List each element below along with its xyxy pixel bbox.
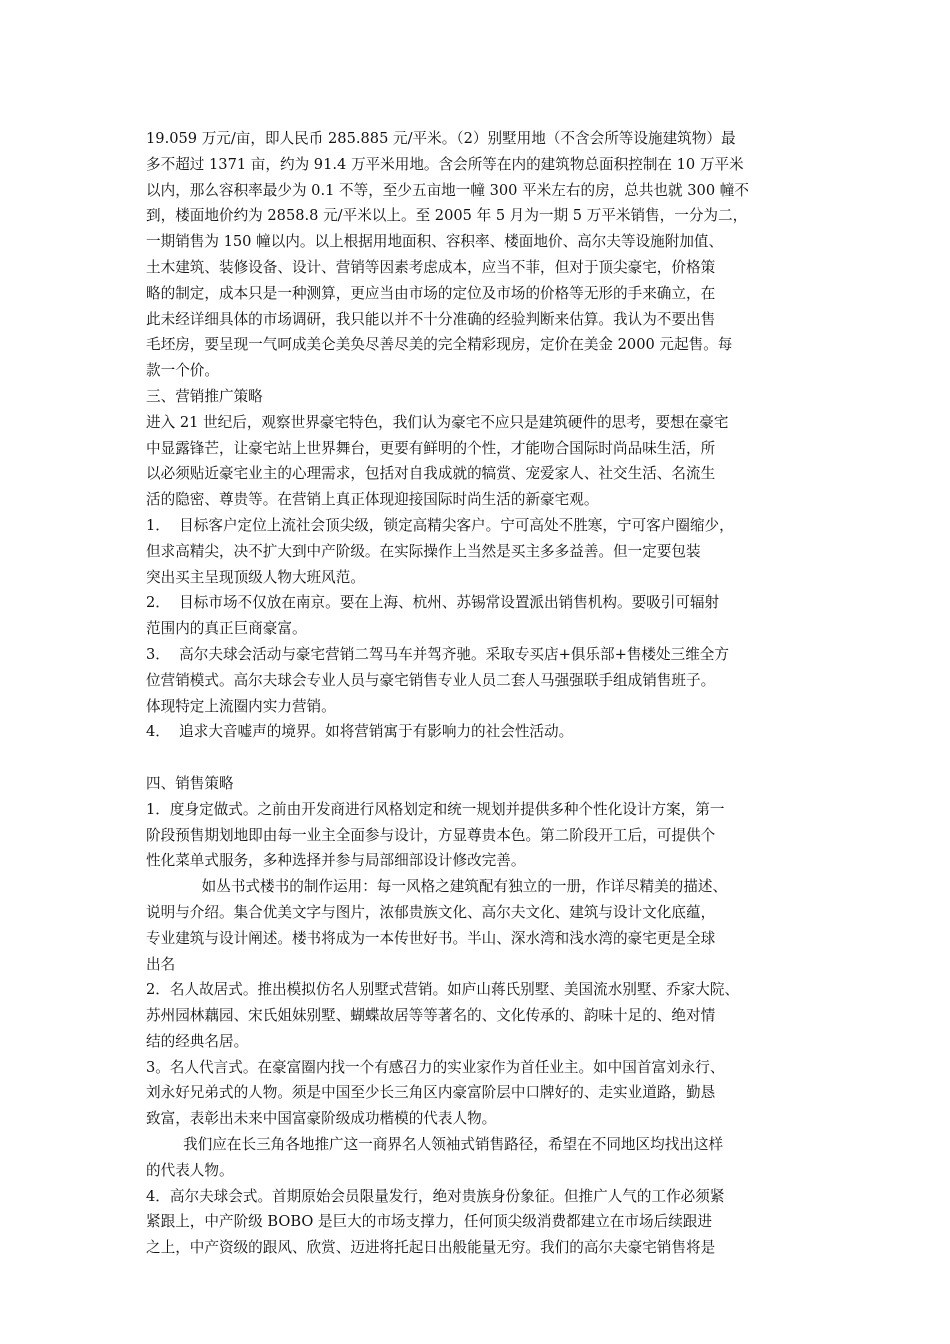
text-line: 以内，那么容积率最少为 0.1 不等，至少五亩地一幢 300 平米左右的房，总共也就 300 幢不 xyxy=(146,181,749,199)
document-page xyxy=(146,126,810,1261)
text-line: 4．高尔夫球会式。首期原始会员限量发行，绝对贵族身份象征。但推广人气的工作必须紧 xyxy=(146,1187,725,1205)
text-line: 结的经典名居。 xyxy=(146,1032,249,1050)
text-line: 我们应在长三角各地推广这一商界名人领袖式销售路径，希望在不同地区均找出这样 xyxy=(146,1136,724,1154)
text-line: 款一个价。 xyxy=(146,362,219,380)
text-line: 紧跟上，中产阶级 BOBO 是巨大的市场支撑力，任何顶尖级消费都建立在市场后续跟进 xyxy=(146,1213,712,1231)
text-line: 土木建筑、装修设备、设计、营销等因素考虑成本，应当不菲，但对于顶尖豪宅，价格策 xyxy=(146,258,716,276)
text-line: 性化菜单式服务，多种选择并参与局部细部设计修改完善。 xyxy=(146,852,526,870)
text-line: 毛坯房，要呈现一气呵成美仑美奂尽善尽美的完全精彩现房，定价在美金 2000 元起售。每 xyxy=(146,336,733,354)
text-line: 专业建筑与设计阐述。楼书将成为一本传世好书。半山、深水湾和浅水湾的豪宅更是全球 xyxy=(146,929,716,947)
text-line: 苏州园林藕园、宋氏姐妹别墅、蝴蝶故居等等著名的、文化传承的、韵味十足的、绝对情 xyxy=(146,1007,716,1025)
text-line: 的代表人物。 xyxy=(146,1161,234,1179)
text-line: 但求高精尖，决不扩大到中产阶级。在实际操作上当然是买主多多益善。但一定要包装 xyxy=(146,542,701,560)
text-line: 突出买主呈现顶级人物大班风范。 xyxy=(146,568,365,586)
text-line: 2． 目标市场不仅放在南京。要在上海、杭州、苏锡常设置派出销售机构。要吸引可辐射 xyxy=(146,594,720,612)
blank-line xyxy=(146,745,810,771)
text-line: 三、营销推广策略 xyxy=(146,387,263,405)
text-line: 2．名人故居式。推出模拟仿名人别墅式营销。如庐山蒋氏别墅、美国流水别墅、乔家大院、 xyxy=(146,981,740,999)
text-line: 1． 目标客户定位上流社会顶尖级，锁定高精尖客户。宁可高处不胜寒，宁可客户圈缩少， xyxy=(146,516,734,534)
text-line: 四、销售策略 xyxy=(146,774,234,792)
text-line: 中显露锋芒，让豪宅站上世界舞台，更要有鲜明的个性，才能吻合国际时尚品味生活，所 xyxy=(146,439,716,457)
text-line: 说明与介绍。集合优美文字与图片，浓郁贵族文化、高尔夫文化、建筑与设计文化底蕴， xyxy=(146,903,716,921)
text-line: 阶段预售期划地即由每一业主全面参与设计，方显尊贵本色。第二阶段开工后，可提供个 xyxy=(146,826,716,844)
text-line: 以必须贴近豪宅业主的心理需求，包括对自我成就的犒赏、宠爱家人、社交生活、名流生 xyxy=(146,465,716,483)
text-line: 位营销模式。高尔夫球会专业人员与豪宅销售专业人员二套人马强强联手组成销售班子。 xyxy=(146,671,716,689)
text-line: 范围内的真正巨商豪富。 xyxy=(146,620,307,638)
text-line: 出名 xyxy=(146,955,176,973)
text-line: 之上，中产资级的跟风、欣赏、迈进将托起日出般能量无穷。我们的高尔夫豪宅销售将是 xyxy=(146,1239,716,1257)
text-line: 到，楼面地价约为 2858.8 元/平米以上。至 2005 年 5 月为一期 5 万平米销售，一分为二， xyxy=(146,207,748,225)
text-line: 此未经详细具体的市场调研，我只能以并不十分准确的经验判断来估算。我认为不要出售 xyxy=(146,310,716,328)
text-line: 多不超过 1371 亩，约为 91.4 万平米用地。含会所等在内的建筑物总面积控制在 10 万平米 xyxy=(146,155,744,173)
text-line: 刘永好兄弟式的人物。须是中国至少长三角区内豪富阶层中口牌好的、走实业道路，勤恳 xyxy=(146,1084,716,1102)
text-line: 如丛书式楼书的制作运用：每一风格之建筑配有独立的一册，作详尽精美的描述、 xyxy=(146,878,728,896)
text-line: 进入 21 世纪后，观察世界豪宅特色，我们认为豪宅不应只是建筑硬件的思考，要想在豪宅 xyxy=(146,413,729,431)
text-line: 4． 追求大音嘘声的境界。如将营销寓于有影响力的社会性活动。 xyxy=(146,723,574,741)
text-line: 19.059 万元/亩，即人民币 285.885 元/平米。（2）别墅用地（不含会所等设施建筑物）最 xyxy=(146,130,736,147)
text-line: 略的制定，成本只是一种测算，更应当由市场的定位及市场的价格等无形的手来确立，在 xyxy=(146,284,716,302)
text-line: 3。名人代言式。在豪富圈内找一个有感召力的实业家作为首任业主。如中国首富刘永行、 xyxy=(146,1058,725,1076)
text-line: 体现特定上流圈内实力营销。 xyxy=(146,697,336,715)
text-line: 3． 高尔夫球会活动与豪宅营销二驾马车并驾齐驰。采取专买店+俱乐部+售楼处三维全方 xyxy=(146,645,729,663)
text-line: 致富，表彰出未来中国富豪阶级成功楷模的代表人物。 xyxy=(146,1110,497,1128)
text-line: 活的隐密、尊贵等。在营销上真正体现迎接国际时尚生活的新豪宅观。 xyxy=(146,491,599,509)
text-line: 一期销售为 150 幢以内。以上根据用地面积、容积率、楼面地价、高尔夫等设施附加值、 xyxy=(146,233,724,251)
text-line: 1．度身定做式。之前由开发商进行风格划定和统一规划并提供多种个性化设计方案，第一 xyxy=(146,800,725,818)
